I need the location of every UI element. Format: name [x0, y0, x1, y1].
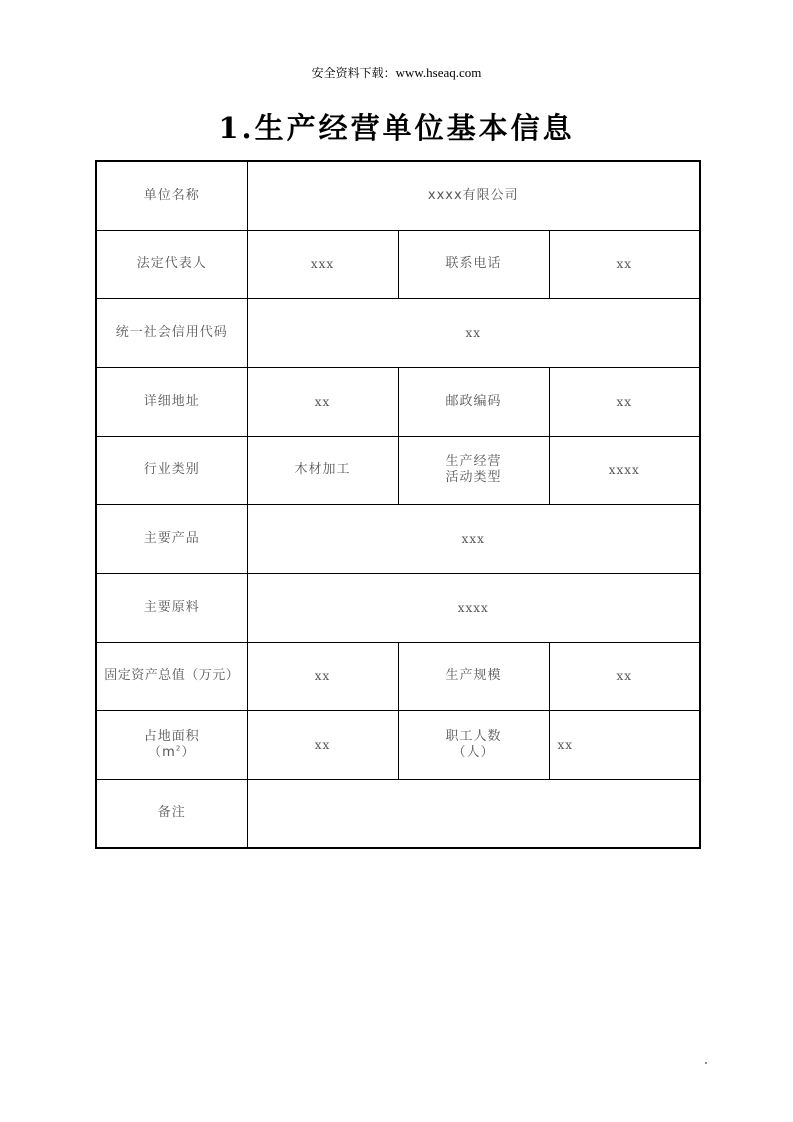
page-header [0, 64, 793, 81]
table-row [96, 642, 700, 710]
credit-code-value: xx [247, 298, 700, 367]
header-url[interactable]: www.hseaq.com [395, 65, 482, 80]
legal-rep-label: 法定代表人 [96, 230, 247, 298]
staff-value: xx [549, 710, 700, 779]
table-row [96, 779, 700, 848]
page-dot-mark [705, 1062, 707, 1064]
area-label-line2 [97, 745, 247, 761]
unit-name-label: 单位名称 [96, 161, 247, 230]
basic-info-table [95, 160, 701, 849]
header-prefix: 安全资料下载： [311, 66, 396, 80]
area-label-line1: 占地面积 [143, 728, 200, 744]
phone-value: xx [549, 230, 700, 298]
raw-materials-value: xxxx [247, 573, 700, 642]
activity-type-label-line1: 生产经营 [445, 454, 502, 469]
postcode-label: 邮政编码 [398, 367, 549, 436]
phone-label: 联系电话 [398, 230, 549, 298]
legal-rep-value: xxx [247, 230, 398, 298]
unit-name-value: xxxx有限公司 [247, 161, 700, 230]
table-row [96, 230, 700, 298]
activity-type-label [398, 436, 549, 504]
staff-label [398, 710, 549, 779]
table-row [96, 504, 700, 573]
area-label-sup: 2 [175, 744, 182, 753]
fixed-assets-value: xx [247, 642, 398, 710]
table-row [96, 161, 700, 230]
activity-type-label-line2: 活动类型 [445, 470, 502, 485]
postcode-value: xx [549, 367, 700, 436]
fixed-assets-label: 固定资产总值（万元） [96, 642, 247, 710]
notes-label: 备注 [96, 779, 247, 848]
staff-label-line1: 职工人数 [445, 728, 502, 744]
area-label-close: ） [181, 744, 196, 760]
table-row [96, 367, 700, 436]
address-value: xx [247, 367, 398, 436]
area-label [96, 710, 247, 779]
area-value: xx [247, 710, 398, 779]
address-label: 详细地址 [96, 367, 247, 436]
table-row [96, 573, 700, 642]
industry-label: 行业类别 [96, 436, 247, 504]
raw-materials-label: 主要原料 [96, 573, 247, 642]
credit-code-label: 统一社会信用代码 [96, 298, 247, 367]
staff-label-line2: （人） [452, 744, 495, 760]
activity-type-value: xxxx [549, 436, 700, 504]
area-label-open: （m [148, 744, 176, 760]
notes-value [247, 779, 700, 848]
scale-value: xx [549, 642, 700, 710]
table-row [96, 710, 700, 779]
table-row [96, 298, 700, 367]
industry-value: 木材加工 [247, 436, 398, 504]
document-title: 1.生产经营单位基本信息 [218, 111, 575, 145]
scale-label: 生产规模 [398, 642, 549, 710]
main-products-label: 主要产品 [96, 504, 247, 573]
main-products-value: xxx [247, 504, 700, 573]
table-row [96, 436, 700, 504]
